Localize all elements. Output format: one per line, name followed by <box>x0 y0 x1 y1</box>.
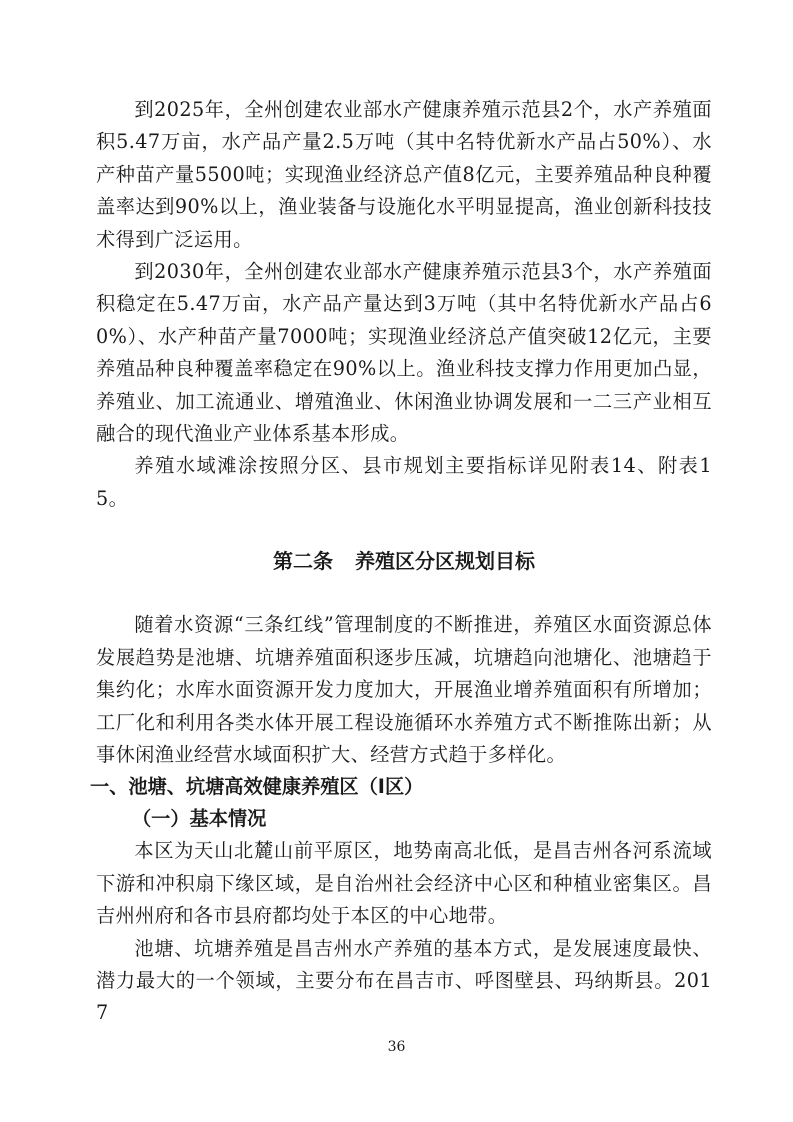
paragraph-appendix-reference: 养殖水域滩涂按照分区、县市规划主要指标详见附表14、附表15。 <box>96 454 712 510</box>
paragraph-2030-targets: 到2030年，全州创建农业部水产健康养殖示范县3个，水产养殖面积稳定在5.47万亩，水产品产量达到3万吨（其中名特优新水产品占60%）、水产种苗产量7000吨；实现渔业经济总产值突破12亿元，主要养殖品种良种覆盖率稳定在90%以上。渔业科技支撑力作用更加凸显，养殖业、加工流通业、增殖渔业、休闲渔业协调发展和一二三产业相互融合的现代渔业产业体系基本形成。 <box>96 260 712 446</box>
section-heading: 一、池塘、坑塘高效健康养殖区（Ⅰ区） <box>90 775 424 799</box>
paragraph-2025-targets: 到2025年，全州创建农业部水产健康养殖示范县2个，水产养殖面积5.47万亩，水产品产量2.5万吨（其中名特优新水产品占50%）、水产种苗产量5500吨；实现渔业经济总产值8亿元，主要养殖品种良种覆盖率达到90%以上，渔业装备与设施化水平明显提高，渔业创新科技技术得到广泛运用。 <box>96 98 712 251</box>
paragraph-pond-farming: 池塘、坑塘养殖是昌吉州水产养殖的基本方式，是发展速度最快、潜力最大的一个领域，主要分布在昌吉市、呼图壁县、玛纳斯县。2017 <box>96 936 712 1025</box>
paragraph-region-description: 本区为天山北麓山前平原区，地势南高北低，是昌吉州各河系流域下游和冲积扇下缘区域，是自治州社会经济中心区和种植业密集区。昌吉州州府和各市县府都均处于本区的中心地带。 <box>96 839 712 928</box>
page-number: 36 <box>387 1039 406 1055</box>
page-content <box>90 94 712 1030</box>
subsection-heading: （一）基本情况 <box>132 807 267 831</box>
paragraph-intro: 随着水资源“三条红线”管理制度的不断推进，养殖区水面资源总体发展趋势是池塘、坑塘养殖面积逐步压减，坑塘趋向池塘化、池塘趋于集约化；水库水面资源开发力度加大，开展渔业增养殖面积有所增加；工厂化和利用各类水体开展工程设施循环水养殖方式不断推陈出新；从事休闲渔业经营水域面积扩大、经营方式趋于多样化。 <box>96 613 712 766</box>
article-name: 养殖区分区规划目标 <box>355 549 535 574</box>
article-title <box>96 545 712 577</box>
article-number: 第二条 <box>273 549 333 574</box>
